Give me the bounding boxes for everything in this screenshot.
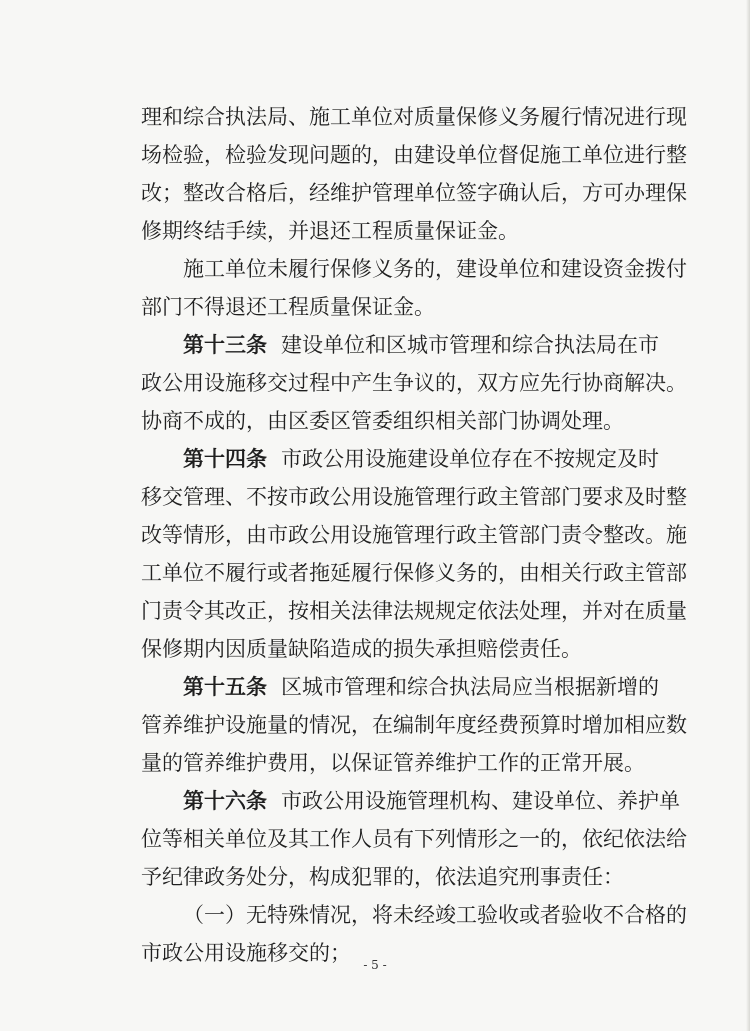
text-line: 位等相关单位及其工作人员有下列情形之一的，依纪依法给	[141, 827, 687, 851]
text-line	[141, 326, 659, 364]
text-line: 政公用设施移交过程中产生争议的，双方应先行协商解决。	[141, 371, 687, 395]
text-line: 保修期内因质量缺陷造成的损失承担赔偿责任。	[141, 637, 582, 661]
article-15	[141, 668, 687, 782]
text-line: 场检验，检验发现问题的，由建设单位督促施工单位进行整	[141, 143, 687, 167]
text-line: 移交管理、不按市政公用设施管理行政主管部门要求及时整	[141, 485, 687, 509]
text-line	[141, 782, 680, 820]
text-line: 管养维护设施量的情况，在编制年度经费预算时增加相应数	[141, 713, 687, 737]
scan-edge	[746, 0, 750, 1031]
article-text: 建设单位和区城市管理和综合执法局在市	[281, 333, 659, 357]
text-line: 量的管养维护费用，以保证管养维护工作的正常开展。	[141, 751, 645, 775]
text-line	[141, 668, 659, 706]
text-line: 工单位不履行或者拖延履行保修义务的，由相关行政主管部	[141, 561, 687, 585]
text-line: 修期终结手续，并退还工程质量保证金。	[141, 219, 519, 243]
paragraph	[141, 250, 687, 326]
article-16	[141, 782, 687, 896]
page-number: - 5 -	[363, 958, 387, 972]
text-line: 协商不成的，由区委区管委组织相关部门协调处理。	[141, 409, 624, 433]
text-line: 理和综合执法局、施工单位对质量保修义务履行情况进行现	[141, 105, 687, 129]
text-line: 予纪律政务处分，构成犯罪的，依法追究刑事责任：	[141, 865, 624, 889]
article-heading: 第十六条	[183, 789, 267, 813]
text-line: 改等情形，由市政公用设施管理行政主管部门责令整改。施	[141, 523, 687, 547]
text-line	[141, 440, 659, 478]
text-line: 改；整改合格后，经维护管理单位签字确认后，方可办理保	[141, 181, 687, 205]
paragraph	[141, 98, 687, 250]
article-text: 市政公用设施管理机构、建设单位、养护单	[281, 789, 680, 813]
article-heading: 第十四条	[183, 447, 267, 471]
text-line: （一）无特殊情况，将未经竣工验收或者验收不合格的	[183, 903, 687, 927]
document-body	[141, 98, 687, 972]
text-line: 施工单位未履行保修义务的，建设单位和建设资金拨付	[183, 257, 687, 281]
text-line: 市政公用设施移交的；	[141, 941, 351, 965]
article-heading: 第十五条	[183, 675, 267, 699]
text-line: 门责令其改正，按相关法律法规规定依法处理，并对在质量	[141, 599, 687, 623]
article-13	[141, 326, 687, 440]
article-heading: 第十三条	[183, 333, 267, 357]
article-text: 市政公用设施建设单位存在不按规定及时	[281, 447, 659, 471]
article-14	[141, 440, 687, 668]
text-line: 部门不得退还工程质量保证金。	[141, 295, 435, 319]
article-text: 区城市管理和综合执法局应当根据新增的	[281, 675, 659, 699]
